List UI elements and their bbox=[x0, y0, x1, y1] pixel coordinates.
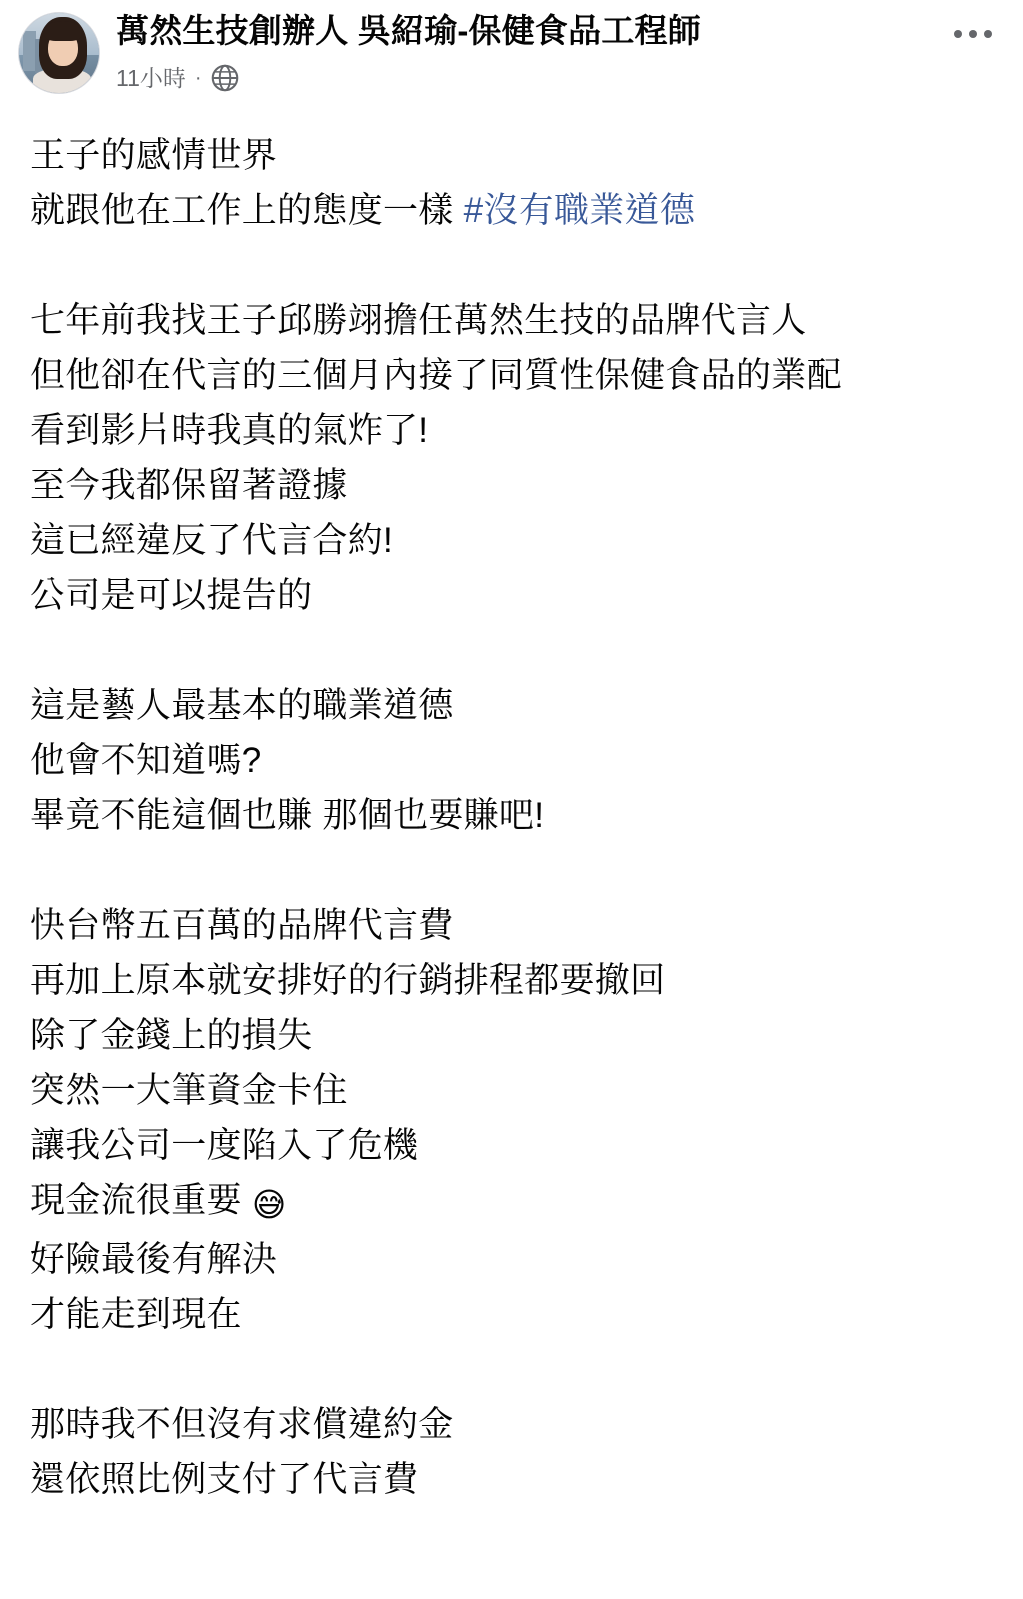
post-text-line bbox=[30, 1397, 993, 1452]
post-text-line bbox=[30, 403, 993, 458]
post-text-segment: 這是藝人最基本的職業道德 bbox=[30, 686, 454, 725]
post-text-line bbox=[30, 1118, 993, 1173]
post-header bbox=[0, 0, 1023, 94]
emoji-sweat-smile: 😅 bbox=[251, 1186, 287, 1223]
avatar[interactable] bbox=[18, 12, 100, 94]
more-options-icon[interactable] bbox=[945, 14, 1001, 54]
post-text-line bbox=[30, 1287, 993, 1342]
paragraph-gap bbox=[30, 623, 993, 678]
paragraph-gap bbox=[30, 238, 993, 293]
post-text-segment: 讓我公司一度陷入了危機 bbox=[30, 1126, 419, 1165]
post-text-line bbox=[30, 1008, 993, 1063]
post-text-segment: 七年前我找王子邱勝翊擔任萬然生技的品牌代言人 bbox=[30, 301, 807, 340]
post-header-text bbox=[100, 8, 1005, 93]
post-text-line bbox=[30, 293, 993, 348]
post-text-segment: 那時我不但沒有求償違約金 bbox=[30, 1405, 454, 1444]
post-text-segment: 才能走到現在 bbox=[30, 1295, 242, 1334]
post-text-line bbox=[30, 348, 993, 403]
paragraph-gap bbox=[30, 1342, 993, 1397]
post-text-line bbox=[30, 513, 993, 568]
post-text-line bbox=[30, 898, 993, 953]
post-text-segment: 這已經違反了代言合約! bbox=[30, 521, 394, 560]
post-text-segment: 公司是可以提告的 bbox=[30, 576, 313, 615]
post-meta bbox=[116, 63, 1005, 93]
post-text-line bbox=[30, 1232, 993, 1287]
post-text-segment: 除了金錢上的損失 bbox=[30, 1016, 313, 1055]
post-text-segment: 好險最後有解決 bbox=[30, 1240, 278, 1279]
meta-separator: · bbox=[194, 67, 202, 89]
post-text-line bbox=[30, 953, 993, 1008]
post-text-line bbox=[30, 1452, 993, 1507]
post-text-segment: 畢竟不能這個也賺 那個也要賺吧! bbox=[30, 796, 545, 835]
post-text-line bbox=[30, 733, 993, 788]
post-text-line bbox=[30, 458, 993, 513]
post-text-segment: 現金流很重要 bbox=[30, 1181, 252, 1220]
post-text-segment: 就跟他在工作上的態度一樣 bbox=[30, 191, 464, 230]
post-text-segment: 突然一大筆資金卡住 bbox=[30, 1071, 348, 1110]
post-text-segment: 但他卻在代言的三個月內接了同質性保健食品的業配 bbox=[30, 356, 842, 395]
post-text-line bbox=[30, 1173, 993, 1232]
hashtag-link[interactable]: #沒有職業道德 bbox=[463, 191, 696, 230]
post-text-segment: 看到影片時我真的氣炸了! bbox=[30, 411, 429, 450]
paragraph-gap bbox=[30, 843, 993, 898]
post-text-line bbox=[30, 128, 993, 183]
post-text-segment: 他會不知道嗎? bbox=[30, 741, 262, 780]
post-text-line bbox=[30, 1063, 993, 1118]
post-text-line bbox=[30, 678, 993, 733]
avatar-fringe bbox=[44, 21, 82, 41]
post-text-segment: 至今我都保留著證據 bbox=[30, 466, 348, 505]
post-text-line bbox=[30, 568, 993, 623]
post-text-segment: 快台幣五百萬的品牌代言費 bbox=[30, 906, 454, 945]
post-message bbox=[0, 94, 1023, 1507]
post-text-segment: 王子的感情世界 bbox=[30, 136, 278, 175]
post-text-segment: 還依照比例支付了代言費 bbox=[30, 1460, 419, 1499]
globe-icon[interactable] bbox=[211, 64, 239, 92]
post-text-line bbox=[30, 183, 993, 238]
post-text-segment: 再加上原本就安排好的行銷排程都要撤回 bbox=[30, 961, 666, 1000]
post-timestamp[interactable]: 11小時 bbox=[116, 65, 186, 91]
page-title[interactable]: 萬然生技創辦人 吳紹瑜-保健食品工程師 bbox=[116, 12, 701, 49]
post-text-line bbox=[30, 788, 993, 843]
